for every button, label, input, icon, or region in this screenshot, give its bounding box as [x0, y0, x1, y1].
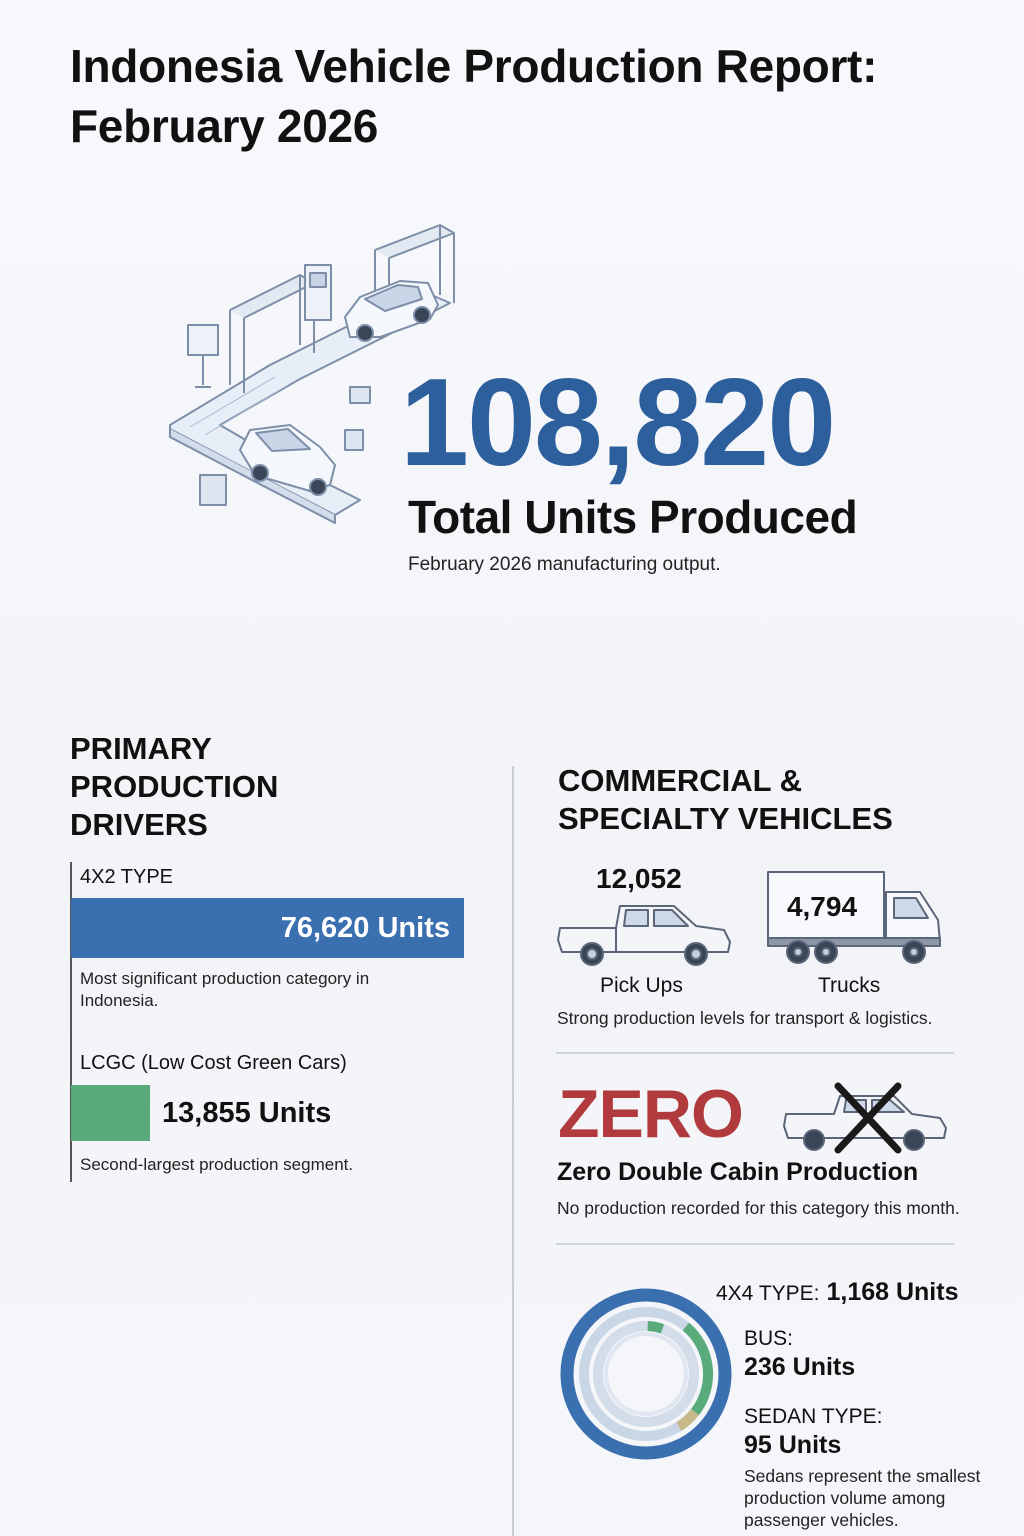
- sedan-type-note: Sedans represent the smallest production volume among passenger vehicles.: [744, 1466, 981, 1530]
- zero-double-cabin-title: Zero Double Cabin Production: [557, 1158, 919, 1186]
- sedan-type-value: 95 Units: [744, 1431, 842, 1459]
- category-lcgc-bar: [71, 1085, 150, 1141]
- total-units-value: 108,820: [400, 354, 835, 492]
- ring-track-inner: [598, 1326, 694, 1422]
- pickup-truck-icon: [556, 898, 734, 968]
- fx4-type-value: 1,168 Units: [826, 1278, 959, 1306]
- fx4-type-label: 4X4 TYPE:: [716, 1282, 820, 1305]
- category-lcgc-value: 13,855 Units: [162, 1097, 332, 1129]
- trucks-label: Trucks: [818, 974, 881, 997]
- total-units-label: Total Units Produced: [408, 491, 858, 543]
- zero-word: ZERO: [558, 1076, 743, 1152]
- ring-4x4: [567, 1295, 725, 1453]
- category-4x2-name: 4X2 TYPE: [80, 866, 174, 888]
- commercial-note: Strong production levels for transport & logistics.: [557, 1008, 933, 1028]
- trucks-value: 4,794: [786, 891, 858, 922]
- ring-sedan-arc: [679, 1412, 695, 1426]
- minor-categories-ring-chart: [556, 1284, 736, 1464]
- bus-label: BUS:: [744, 1327, 794, 1350]
- sedan-type-label: SEDAN TYPE:: [744, 1405, 883, 1428]
- primary-drivers-heading: PRIMARY PRODUCTION DRIVERS: [70, 731, 279, 842]
- category-lcgc-name: LCGC (Low Cost Green Cars): [80, 1052, 347, 1074]
- commercial-heading: COMMERCIAL & SPECIALTY VEHICLES: [558, 763, 893, 836]
- section-separator: [556, 1052, 954, 1054]
- column-divider: [512, 766, 514, 1536]
- total-units-note: February 2026 manufacturing output.: [408, 554, 721, 575]
- pickups-value: 12,052: [596, 863, 682, 894]
- category-4x2-value: 76,620 Units: [280, 912, 450, 944]
- category-4x2-note: Most significant production category in Indonesia.: [80, 969, 370, 1010]
- crossed-out-double-cabin-icon: [782, 1078, 950, 1156]
- section-separator: [556, 1243, 954, 1245]
- pickups-label: Pick Ups: [600, 974, 683, 997]
- ring-small-green-mark: [648, 1326, 663, 1329]
- zero-double-cabin-note: No production recorded for this category this month.: [557, 1198, 960, 1218]
- page-title: Indonesia Vehicle Production Report: February 2026: [70, 40, 878, 152]
- bus-value: 236 Units: [744, 1353, 856, 1381]
- category-lcgc-note: Second-largest production segment.: [80, 1155, 354, 1174]
- fx4-type-line: [716, 1276, 958, 1310]
